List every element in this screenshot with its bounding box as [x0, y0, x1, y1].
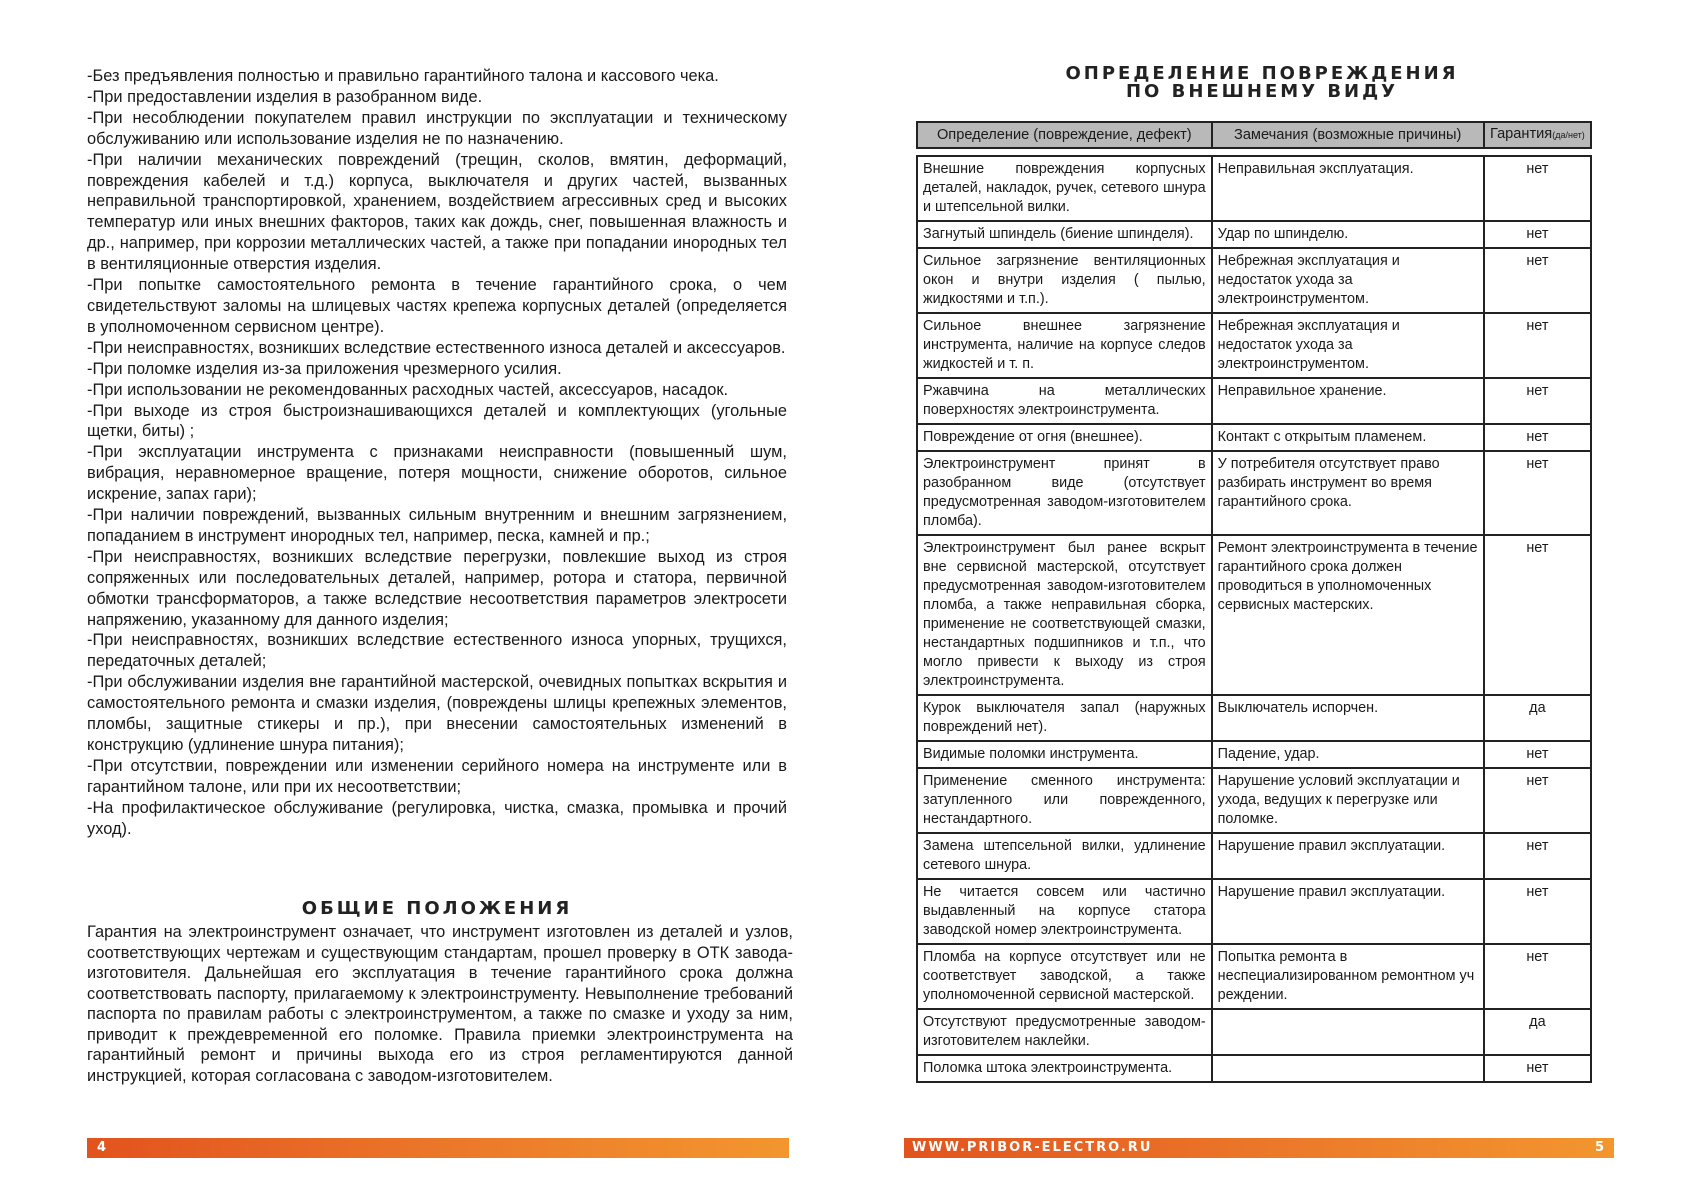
exclusion-item: -При попытке самостоятельного ремонта в течение гарантийного срока, о чем свидетельствуют заломы на шлицевых частях крепежа корпусных деталей (определяется в уполномоченном сервисном центре).	[87, 276, 787, 336]
cell-warranty: нет	[1484, 451, 1591, 535]
table-row	[917, 833, 1591, 879]
table-row	[917, 248, 1591, 313]
cell-definition: Видимые поломки инструмента.	[917, 741, 1212, 768]
cell-definition: Загнутый шпиндель (биение шпинделя).	[917, 221, 1212, 248]
cell-definition: Пломба на корпусе отсутствует или не соответствует заводской, а также уполномоченной сервисной мастерской.	[917, 944, 1212, 1009]
cell-definition: Отсутствуют предусмотренные заводом-изготовителем наклейки.	[917, 1009, 1212, 1055]
cell-remarks: Выключатель испорчен.	[1212, 695, 1484, 741]
cell-remarks: Нарушение правил эксплуатации.	[1212, 833, 1484, 879]
table-row	[917, 424, 1591, 451]
cell-definition: Электроинструмент был ранее вскрыт вне сервисной мастерской, отсутствует предусмотренная заводом-изготовителем пломба, а также неправильная сборка, применение не соответствующей смазки, нестандартных подшипников и т.п., что могло привести к выходу из строя электроинструмента.	[917, 535, 1212, 695]
defects-table	[916, 121, 1592, 1083]
exclusion-item: -При несоблюдении покупателем правил инструкции по эксплуатации и техническому обслуживанию или использование изделия не по назначению.	[87, 108, 787, 148]
exclusion-item: -При неисправностях, возникших вследствие естественного износа деталей и аксессуаров.	[87, 338, 786, 357]
cell-definition: Внешние повреждения корпусных деталей, накладок, ручек, сетевого шнура и штепсельной вилки.	[917, 156, 1212, 221]
page-number-right: 5	[1594, 1140, 1604, 1155]
warranty-exclusions-text	[87, 66, 787, 840]
cell-definition: Поломка штока электроинструмента.	[917, 1055, 1212, 1082]
cell-remarks	[1212, 1055, 1484, 1082]
table-row	[917, 1055, 1591, 1082]
table-row	[917, 768, 1591, 833]
exclusion-item: -При отсутствии, повреждении или изменении серийного номера на инструменте или в гарантийном талоне, или при их несоответствии;	[87, 756, 787, 796]
cell-definition: Ржавчина на металлических поверхностях электроинструмента.	[917, 378, 1212, 424]
cell-warranty: нет	[1484, 313, 1591, 378]
table-row	[917, 535, 1591, 695]
exclusion-item: -При наличии повреждений, вызванных сильным внутренним и внешним загрязнением, попаданием в инструмент инородных тел, например, песка, камней и пр.;	[87, 506, 787, 545]
exclusion-item: -При эксплуатации инструмента с признаками неисправности (повышенный шум, вибрация, неравномерное вращение, потеря мощности, снижение оборотов, сильное искрение, запах гари);	[87, 443, 787, 504]
exclusion-item: -При выходе из строя быстроизнашивающихся деталей и комплектующих (угольные щетки, биты) ;	[87, 401, 787, 441]
cell-remarks: Небрежная эксплуатация и недостаток ухода за электроинструментом.	[1212, 248, 1484, 313]
header-spacer	[917, 148, 1591, 156]
cell-definition: Замена штепсельной вилки, удлинение сетевого шнура.	[917, 833, 1212, 879]
cell-definition: Электроинструмент принят в разобранном виде (отсутствует предусмотренная заводом-изготовителем пломба).	[917, 451, 1212, 535]
header-remarks: Замечания (возможные причины)	[1212, 122, 1484, 148]
cell-remarks: Контакт с открытым пламенем.	[1212, 424, 1484, 451]
cell-warranty: нет	[1484, 944, 1591, 1009]
table-row	[917, 221, 1591, 248]
cell-warranty: да	[1484, 695, 1591, 741]
page-number-left: 4	[97, 1140, 107, 1155]
cell-remarks: Ремонт электроинструмента в течение гарантийного срока должен проводиться в уполномоченных сервисных мастерских.	[1212, 535, 1484, 695]
header-definition: Определение (повреждение, дефект)	[917, 122, 1212, 148]
cell-remarks: Нарушение условий эксплуатации и ухода, ведущих к перегрузке или поломке.	[1212, 768, 1484, 833]
exclusion-item: -При обслуживании изделия вне гарантийной мастерской, очевидных попытках вскрытия и самостоятельного ремонта и смазки изделия, (повреждены шлицы крепежных элементов, пломбы, защитные стикеры и пр.), при внесении самостоятельных изменений в конструкцию (удлинение шнура питания);	[87, 673, 787, 754]
defects-table-body	[917, 156, 1591, 1082]
exclusion-item: -Без предъявления полностью и правильно гарантийного талона и кассового чека.	[87, 67, 719, 85]
cell-warranty: нет	[1484, 833, 1591, 879]
footer-bar-left	[87, 1138, 789, 1158]
cell-remarks: Падение, удар.	[1212, 741, 1484, 768]
cell-warranty: нет	[1484, 424, 1591, 451]
cell-definition: Применение сменного инструмента: затупленного или поврежденного, нестандартного.	[917, 768, 1212, 833]
cell-warranty: нет	[1484, 378, 1591, 424]
header-warranty	[1484, 122, 1591, 148]
cell-remarks: Небрежная эксплуатация и недостаток ухода за электроинструментом.	[1212, 313, 1484, 378]
cell-remarks: У потребителя отсутствует право разбирать инструмент во время гарантийного срока.	[1212, 451, 1484, 535]
right-page	[842, 0, 1684, 1191]
exclusion-item: -При поломке изделия из-за приложения чрезмерного усилия.	[87, 359, 562, 378]
cell-warranty: нет	[1484, 156, 1591, 221]
section-title-general: ОБЩИЕ ПОЛОЖЕНИЯ	[301, 898, 573, 919]
cell-definition: Сильное внешнее загрязнение инструмента, наличие на корпусе следов жидкостей и т. п.	[917, 313, 1212, 378]
cell-warranty: нет	[1484, 768, 1591, 833]
table-title-line-1: ОПРЕДЕЛЕНИЕ ПОВРЕЖДЕНИЯ	[1065, 63, 1459, 84]
header-warranty-note: (да/нет)	[1552, 130, 1585, 140]
cell-warranty: нет	[1484, 741, 1591, 768]
exclusion-item: -При неисправностях, возникших вследствие естественного износа упорных, трущихся, передаточных деталей;	[87, 631, 787, 671]
cell-warranty: нет	[1484, 1055, 1591, 1082]
exclusion-item: -При наличии механических повреждений (трещин, сколов, вмятин, деформаций, повреждения кабелей и т.д.) корпуса, выключателя и других частей, вызванных неправильной транспортировкой, хранением, воздействием агрессивных сред и высоких температур или иных внешних факторов, таких как дождь, снег, повышенная влажность и др., например, при коррозии металлических частей, а также при попадании инородных тел в вентиляционные отверстия изделия.	[87, 150, 787, 274]
table-title-line-2: ПО ВНЕШНЕМУ ВИДУ	[1125, 81, 1399, 102]
header-warranty-label: Гарантия	[1489, 126, 1553, 142]
table-row	[917, 695, 1591, 741]
cell-definition: Курок выключателя запал (наружных повреждений нет).	[917, 695, 1212, 741]
table-row	[917, 741, 1591, 768]
exclusion-item: -При неисправностях, возникших вследствие перегрузки, повлекшие выход из строя сопряженных или последовательных деталей, например, ротора и статора, первичной обмотки трансформаторов, а также вследствие несоответствия параметров электросети напряжению, указанному для данного изделия;	[87, 547, 787, 629]
table-row	[917, 1009, 1591, 1055]
section-body-general: Гарантия на электроинструмент означает, что инструмент изготовлен из деталей и узлов, соответствующих чертежам и существующим стандартам, прошел проверку в ОТК завода-изготовителя. Дальнейшая его эксплуатация в течение гарантийного срока должна соответствовать паспорту, прилагаемому к электроинструменту. Невыполнение требований паспорта по правилам работы с электроинструментом, а также по смазке и уходу за ним, приводит к преждевременной его поломке. Правила приемки электроинструмента на гарантийный ремонт и причины выхода его из строя регламентируются данной инструкцией, которая согласована с заводом-изготовителем.	[87, 923, 793, 1085]
footer-bar-right	[904, 1138, 1614, 1158]
table-title	[902, 65, 1622, 101]
cell-remarks: Попытка ремонта в неспециализированном ремонтном уч реждении.	[1212, 944, 1484, 1009]
cell-remarks: Неправильное хранение.	[1212, 378, 1484, 424]
table-row	[917, 944, 1591, 1009]
table-row	[917, 378, 1591, 424]
table-row	[917, 451, 1591, 535]
cell-remarks: Нарушение правил эксплуатации.	[1212, 879, 1484, 944]
cell-warranty: да	[1484, 1009, 1591, 1055]
cell-warranty: нет	[1484, 879, 1591, 944]
cell-remarks: Удар по шпинделю.	[1212, 221, 1484, 248]
cell-warranty: нет	[1484, 248, 1591, 313]
table-row	[917, 156, 1591, 221]
cell-remarks	[1212, 1009, 1484, 1055]
cell-definition: Сильное загрязнение вентиляционных окон и внутри изделия ( пылью, жидкостями и т.п.).	[917, 248, 1212, 313]
exclusion-item: -На профилактическое обслуживание (регулировка, чистка, смазка, промывка и прочий уход).	[87, 798, 787, 838]
cell-definition: Повреждение от огня (внешнее).	[917, 424, 1212, 451]
cell-definition: Не читается совсем или частично выдавленный на корпусе статора заводской номер электроинструмента.	[917, 879, 1212, 944]
table-row	[917, 879, 1591, 944]
cell-warranty: нет	[1484, 221, 1591, 248]
footer-url: WWW.PRIBOR-ELECTRO.RU	[912, 1140, 1153, 1155]
cell-remarks: Неправильная эксплуатация.	[1212, 156, 1484, 221]
table-header-row	[917, 122, 1591, 148]
cell-warranty: нет	[1484, 535, 1591, 695]
exclusion-item: -При использовании не рекомендованных расходных частей, аксессуаров, насадок.	[87, 380, 729, 399]
exclusion-item: -При предоставлении изделия в разобранном виде.	[87, 87, 483, 106]
table-row	[917, 313, 1591, 378]
